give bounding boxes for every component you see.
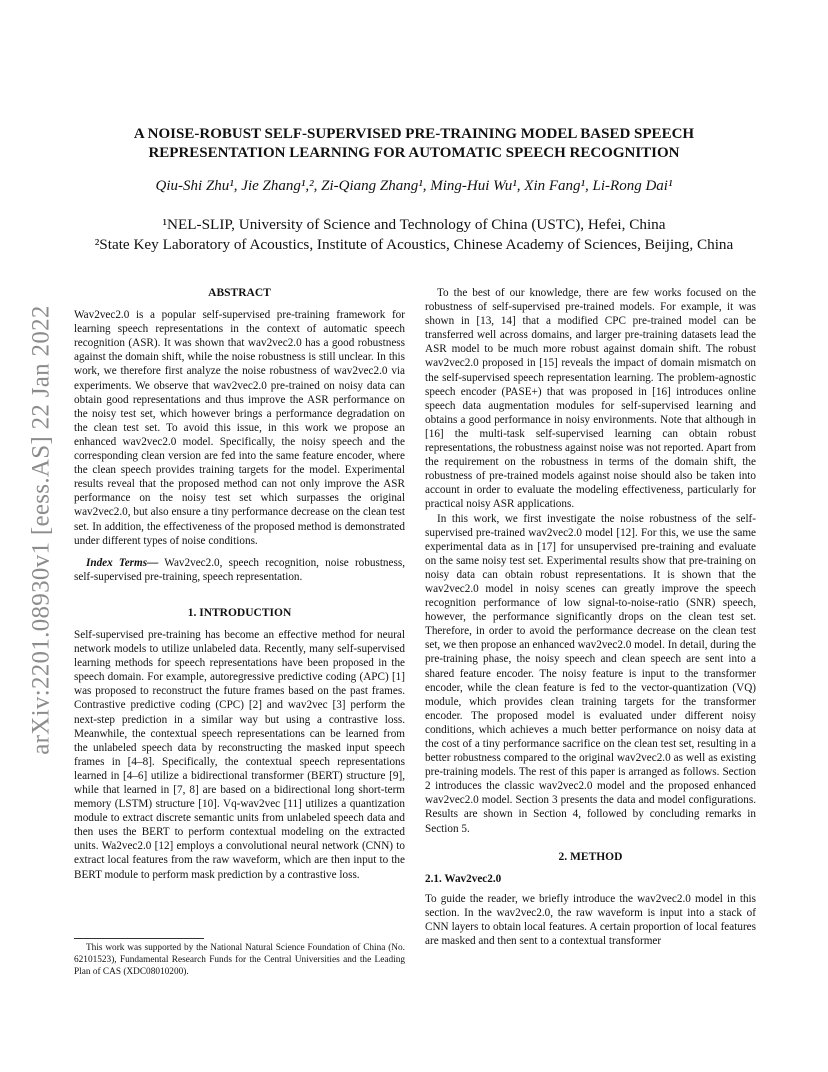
affiliation-2: ²State Key Laboratory of Acoustics, Institute of Acoustics, Chinese Academy of Sciences, Beijing, China bbox=[94, 236, 734, 253]
intro-paragraph-1: Self-supervised pre-training has become an effective method for neural network models to utilize unlabeled data. Recently, many self-supervised learning methods for speech representations have been proposed in the speech domain. For example, autoregressive predictive coding (APC) [1] was proposed to reconstruct the future frames based on the past frames. Contrastive predictive coding (CPC) [2] and wav2vec [3] perform the next-step prediction in a similar way but using a contrastive loss. Meanwhile, the contextual speech representations can be learned from the unlabeled speech data by reconstructing the masked input speech frames in [4–8]. Specifically, the contextual speech representations learned in [4–6] utilize a bidirectional transformer (BERT) structure [9], while that learned in [7, 8] are based on a bidirectional long short-term memory (LSTM) structure [10]. Vq-wav2vec [11] utilizes a quantization module to extract discrete semantic units from unlabeled speech data and then uses the BERT to perform contextual modeling on the extracted units. Wa2vec2.0 [12] employs a convolutional neural network (CNN) to extract local features from the raw waveform, which are then input to the BERT module to perform mask prediction by a contrastive loss. bbox=[74, 628, 405, 881]
author-list: Qiu-Shi Zhu¹, Jie Zhang¹,², Zi-Qiang Zhang¹, Ming-Hui Wu¹, Xin Fang¹, Li-Rong Dai¹ bbox=[155, 178, 673, 194]
left-column bbox=[74, 286, 405, 882]
title-line-2: REPRESENTATION LEARNING FOR AUTOMATIC SPEECH RECOGNITION bbox=[148, 145, 680, 161]
footnote: This work was supported by the National Natural Science Foundation of China (No. 62101523), Fundamental Research Funds for the Central Universities and the Leading Plan of CAS (XDC08010200). bbox=[74, 943, 405, 977]
paper-title bbox=[74, 125, 754, 163]
intro-paragraph-3: In this work, we first investigate the noise robustness of the self-supervised pre-trained wav2vec2.0 model [12]. For this, we use the same experimental data as in [17] for unsupervised pre-training and evaluate on the same noisy test set. Experimental results show that pre-training on noisy data can obtain robust representations. It is shown that the wav2vec2.0 model in noisy scenes can greatly improve the speech recognition performance of low signal-to-noise-ratio (SNR) speech, however, the performance significantly drops on the clean test set. Therefore, in order to avoid the performance decrease on the clean test set, we then propose an enhanced wav2vec2.0 model. In detail, during the pre-training phase, the noisy speech and clean speech are sent into a shared feature encoder. The noisy feature is input to the transformer encoder, while the clean feature is fed to the vector-quantization (VQ) module, which provides clean training targets for the transformer encoder. The proposed model is evaluated under different noisy conditions, which achieves a much better performance on noisy data at the cost of a tiny performance sacrifice on the clean test set, resulting in a better robustness compared to the original wav2vec2.0 as well as existing pre-training models. The rest of this paper is arranged as follows. Section 2 introduces the classic wav2vec2.0 model and the proposed enhanced wav2vec2.0 model. Section 3 presents the data and model configurations. Results are shown in Section 4, followed by concluding remarks in Section 5. bbox=[425, 512, 756, 835]
method-paragraph-1: To guide the reader, we briefly introduce the wav2vec2.0 model in this section. In the wav2vec2.0, the raw waveform is input into a stack of CNN layers to obtain local features. A certain proportion of local features are masked and then sent to a contextual transformer bbox=[425, 892, 756, 948]
affiliation-1: ¹NEL-SLIP, University of Science and Technology of China (USTC), Hefei, China bbox=[162, 216, 666, 233]
affiliations bbox=[40, 215, 788, 255]
title-line-1: A NOISE-ROBUST SELF-SUPERVISED PRE-TRAINING MODEL BASED SPEECH bbox=[133, 126, 695, 142]
index-terms-label: Index Terms— bbox=[86, 556, 159, 569]
abstract-heading: ABSTRACT bbox=[208, 287, 271, 299]
arxiv-sidebar bbox=[17, 285, 67, 775]
arxiv-identifier: arXiv:2201.08930v1 [eess.AS] 22 Jan 2022 bbox=[28, 305, 56, 755]
footnote-rule bbox=[74, 938, 204, 939]
abstract-text: Wav2vec2.0 is a popular self-supervised pre-training framework for learning speech representations in the context of automatic speech recognition (ASR). It was shown that wav2vec2.0 has a good robustness against the domain shift, while the noise robustness is still unclear. In this work, we therefore first analyze the noise robustness of wav2vec2.0 via experiments. We observe that wav2vec2.0 pre-trained on noisy data can obtain good representations and thus improve the ASR performance on the noisy test set, which however brings a performance degradation on the clean test set. To avoid this issue, in this work we propose an enhanced wav2vec2.0 model. Specifically, the noisy speech and the corresponding clean version are fed into the same feature encoder, where the clean speech provides training targets for the model. Experimental results reveal that the proposed method can not only improve the ASR performance on the noisy test set which surpasses the original wav2vec2.0, but also ensure a tiny performance decrease on the clean test set. In addition, the effectiveness of the proposed method is demonstrated under different types of noise conditions. bbox=[74, 309, 405, 547]
method-heading: 2. METHOD bbox=[558, 850, 623, 863]
intro-paragraph-2: To the best of our knowledge, there are few works focused on the robustness of self-supervised pre-trained models. For example, it was shown in [13, 14] that a modified CPC pre-trained model can be transferred well across domains, and larger pre-training datasets lead the ASR model to be much more robust against domain shift. The robust wav2vec2.0 proposed in [15] reveals the impact of domain mismatch on the self-supervised speech representation learning. The problem-agnostic speech encoder (PASE+) that was proposed in [16] introduces online speech data augmentation modules for self-supervised learning and obtains a good performance in noisy environments. Note that although in [16] the multi-task self-supervised learning can obtain robust representations, the robustness against noise was not reported. Apart from the requirement on the robustness in terms of the domain shift, the robustness of pre-trained models against noise should also be taken into account in order to evaluate the modeling effectiveness, particularly for practical noisy ASR applications. bbox=[425, 287, 756, 511]
wav2vec2-subheading: 2.1. Wav2vec2.0 bbox=[425, 872, 502, 885]
index-terms-text: Wav2vec2.0, speech recognition, noise robustness, self-supervised pre-training, speech representation. bbox=[74, 556, 405, 583]
right-column bbox=[425, 286, 756, 948]
introduction-heading: 1. INTRODUCTION bbox=[187, 606, 292, 619]
index-terms bbox=[74, 556, 405, 584]
